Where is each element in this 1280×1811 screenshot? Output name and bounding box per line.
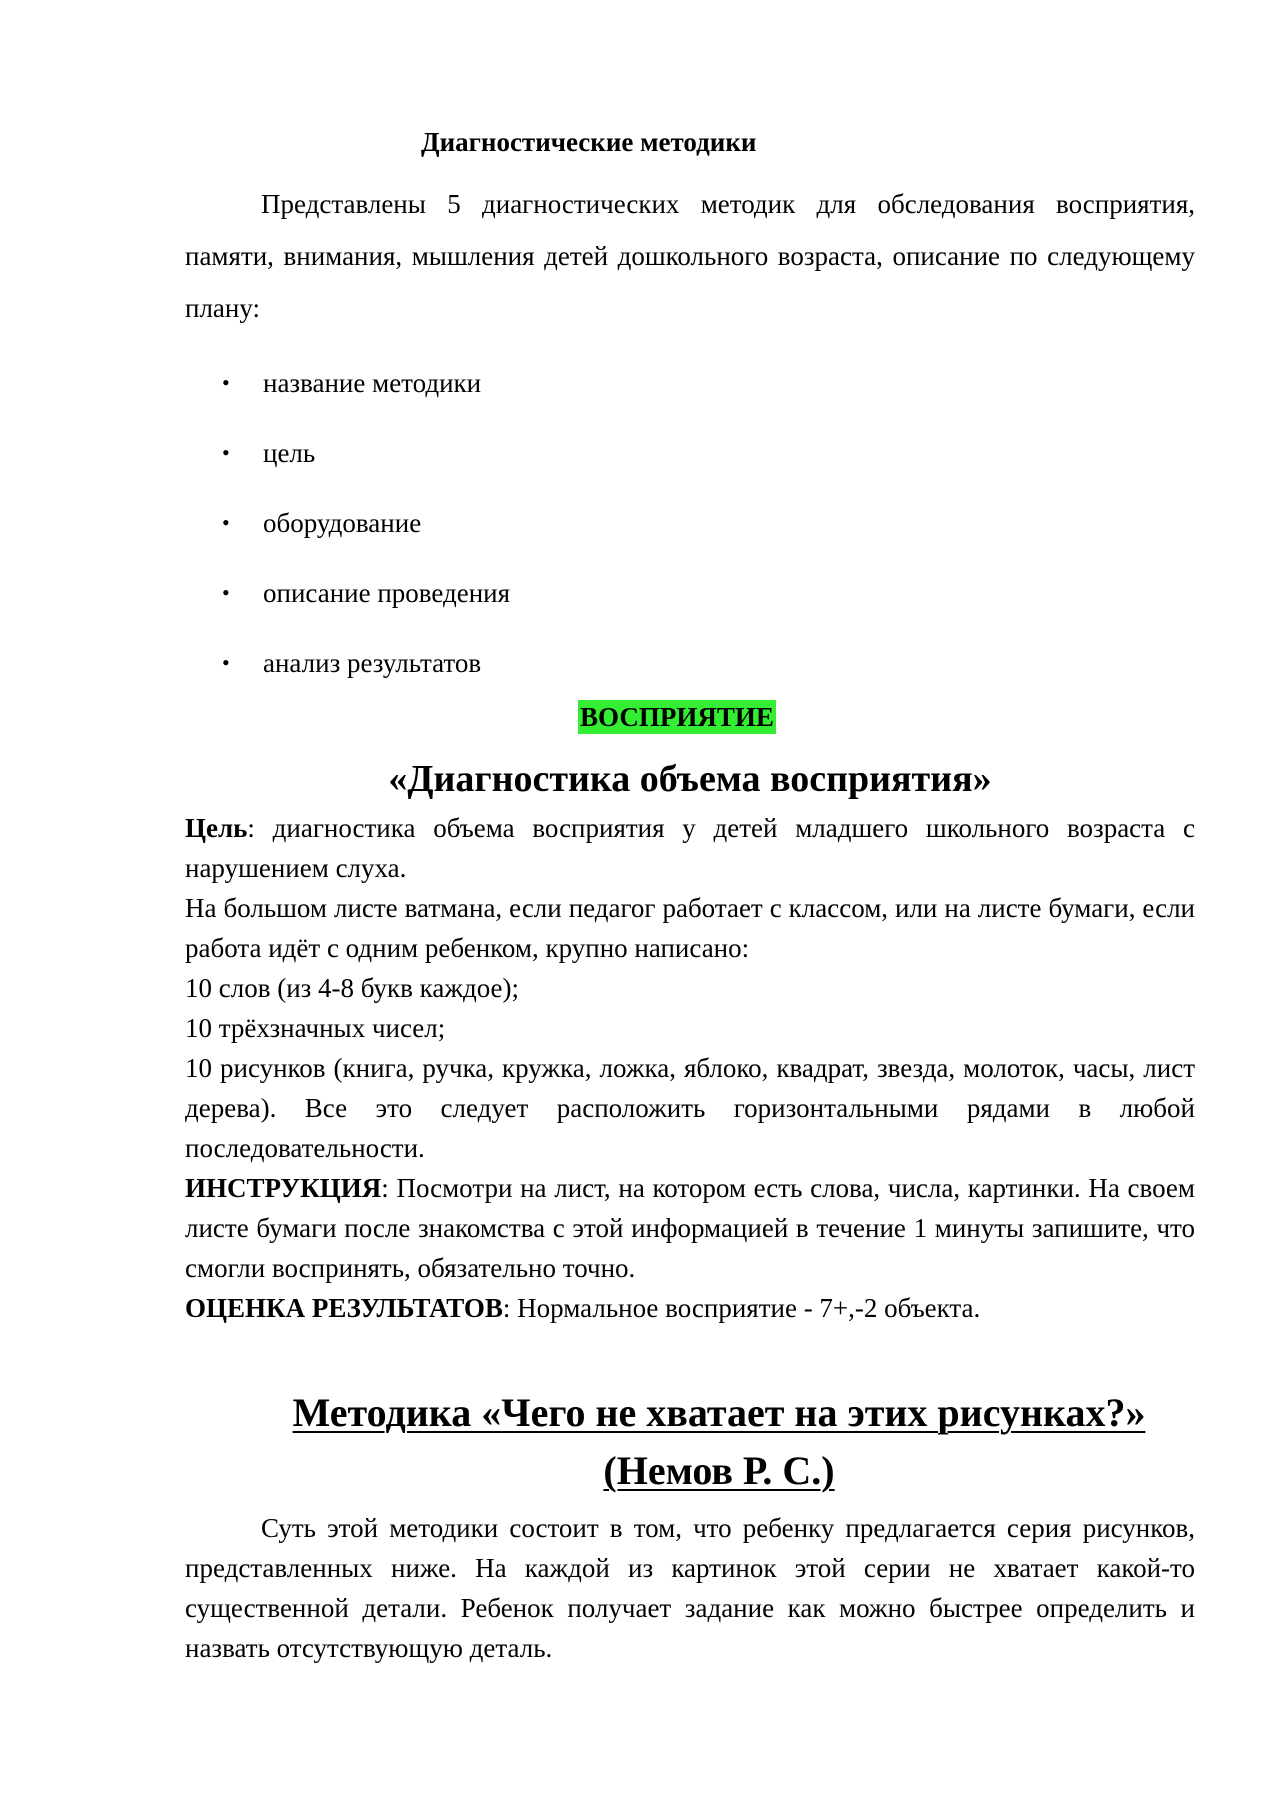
plan-item [185,558,1195,628]
method1-equipment: На большом листе ватмана, если педагог работает с классом, или на листе бумаги, если работа идёт с одним ребенком, крупно написано: [185,893,1195,963]
plan-item [185,348,1195,418]
instruction-label: ИНСТРУКЦИЯ [185,1173,382,1203]
method1-numbers: 10 трёхзначных чисел; [185,1013,446,1043]
method2-title-line1: Методика «Чего не хватает на этих рисунках?» [292,1390,1146,1435]
goal-label: Цель [185,813,248,843]
method2-title [185,1384,1195,1500]
section-heading [185,698,1195,746]
document-title: Диагностические методики [421,127,757,157]
bullet-icon: • [222,580,230,605]
bullet-icon: • [222,370,230,395]
plan-item [185,418,1195,488]
method1-words: 10 слов (из 4-8 букв каждое); [185,973,520,1003]
results-text: : Нормальное восприятие - 7+,-2 объекта. [502,1293,981,1323]
instruction-text: : Посмотри на лист, на котором есть слова, числа, картинки. На своем листе бумаги после знакомства с этой информацией в течение 1 минуты запишите, что смогли воспринять, обязательно точно. [185,1173,1195,1283]
method1-title: «Диагностика объема восприятия» [388,758,992,800]
method1-pictures: 10 рисунков (книга, ручка, кружка, ложка, яблоко, квадрат, звезда, молоток, часы, лист дерева). Все это следует расположить горизонтальными рядами в любой последовательности. [185,1053,1195,1163]
plan-list [185,348,1195,698]
plan-item-label: анализ результатов [263,648,482,678]
plan-item-label: описание проведения [263,578,511,608]
section-label-highlighted: ВОСПРИЯТИЕ [580,702,774,732]
goal-text: : диагностика объема восприятия у детей младшего школьного возраста с нарушением слуха. [185,813,1195,883]
bullet-icon: • [222,510,230,535]
method2-description: Суть этой методики состоит в том, что ребенку предлагается серия рисунков, представленных ниже. На каждой из картинок этой серии не хватает какой-то существенной детали. Ребенок получает задание как можно быстрее определить и назвать отсутствующую деталь. [185,1513,1195,1663]
bullet-icon: • [222,650,230,675]
plan-item [185,488,1195,558]
plan-item-label: название методики [263,368,482,398]
method2-title-line2: (Немов Р. С.) [603,1448,835,1493]
method1-goal [185,808,1195,888]
plan-item-label: цель [263,438,316,468]
plan-item [185,628,1195,698]
intro-paragraph: Представлены 5 диагностических методик для обследования восприятия, памяти, внимания, мышления детей дошкольного возраста, описание по следующему плану: [185,189,1195,323]
plan-item-label: оборудование [263,508,422,538]
results-label: ОЦЕНКА РЕЗУЛЬТАТОВ [185,1293,503,1323]
method1-results [185,1288,1195,1328]
bullet-icon: • [222,440,230,465]
method1-instruction [185,1168,1195,1288]
document-content [185,118,1195,1668]
